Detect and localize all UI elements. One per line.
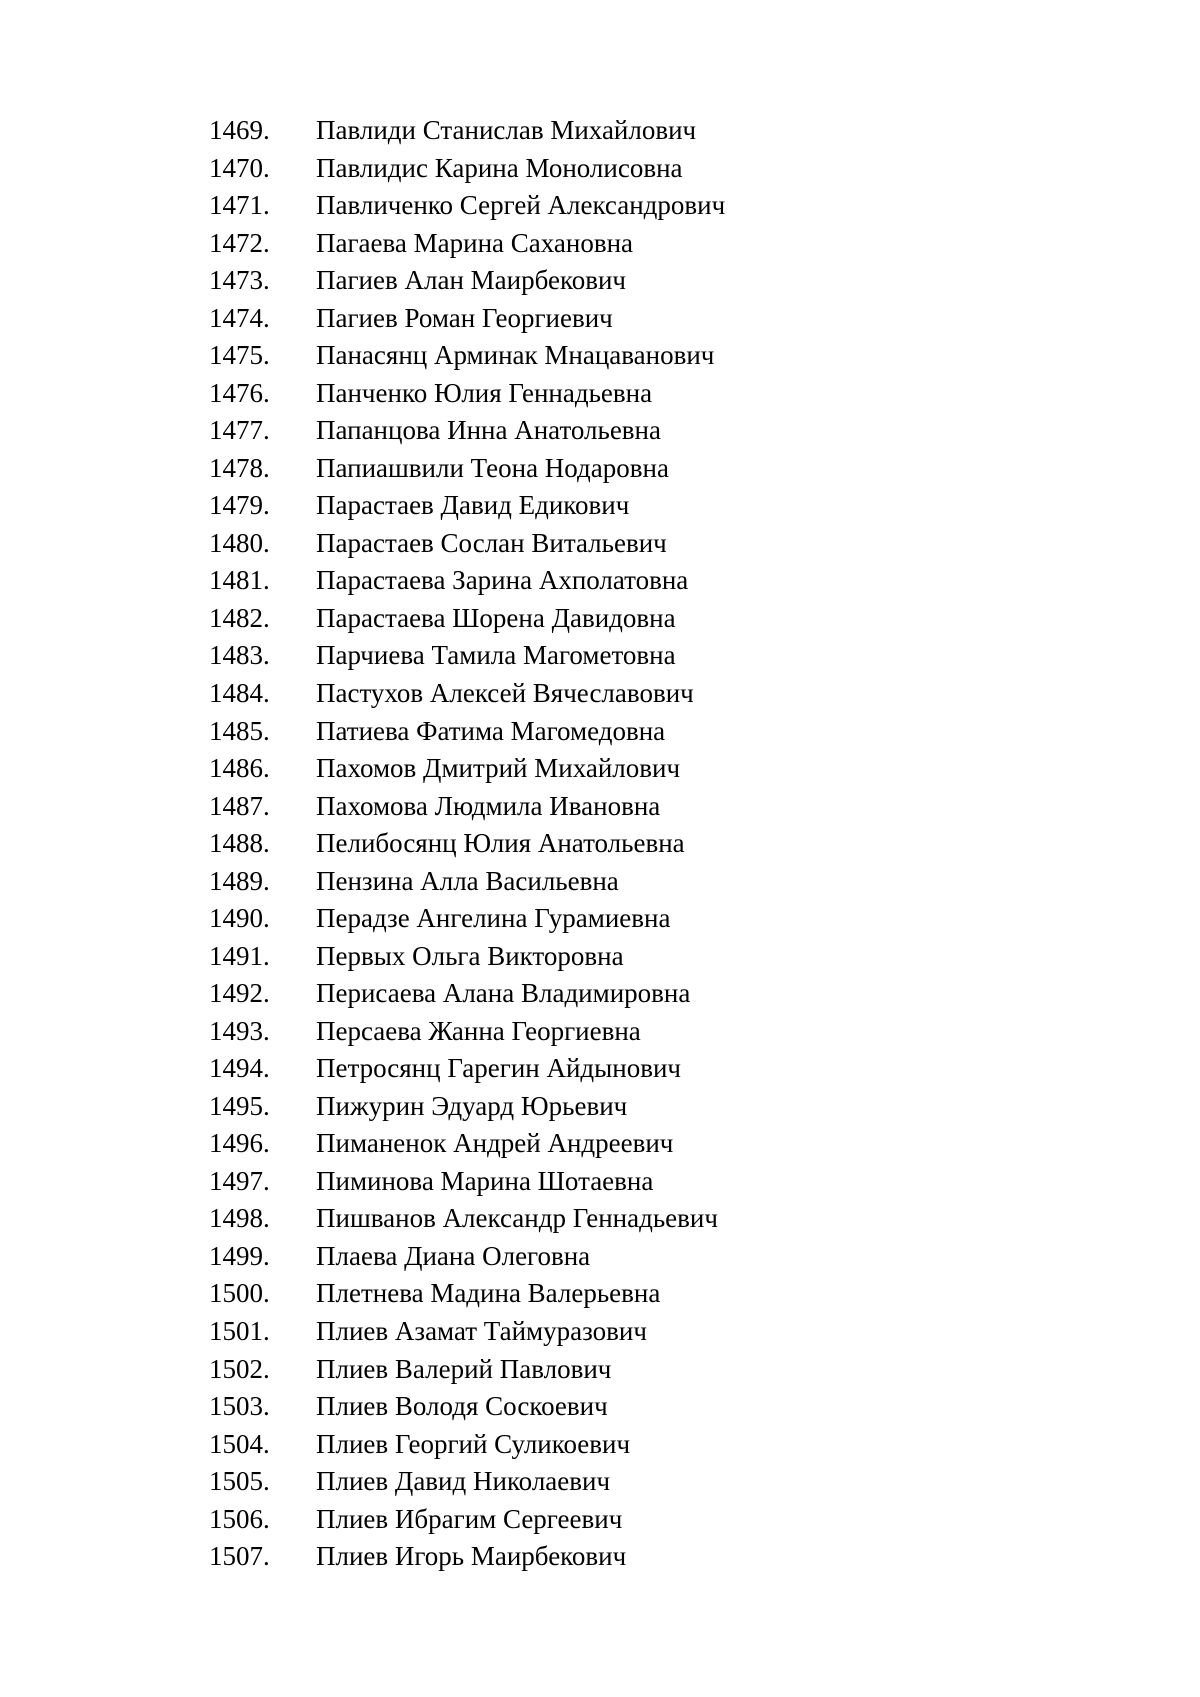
entry-name: Папанцова Инна Анатольевна: [316, 415, 661, 446]
entry-name: Парастаев Сослан Витальевич: [316, 527, 667, 558]
entry-name: Плиев Игорь Маирбекович: [316, 1541, 627, 1572]
entry-name: Пензина Алла Васильевна: [316, 865, 619, 896]
entry-number: 1492.: [209, 978, 270, 1009]
entry-name: Петросянц Гарегин Айдынович: [316, 1053, 682, 1084]
list-item: [0, 863, 1200, 901]
entry-name: Патиева Фатима Магомедовна: [316, 715, 666, 746]
entry-number: 1494.: [209, 1053, 270, 1084]
list-item: [0, 600, 1200, 638]
entry-number: 1491.: [209, 940, 270, 971]
entry-number: 1489.: [209, 865, 270, 896]
entry-name: Плиев Володя Соскоевич: [316, 1391, 608, 1422]
entry-number: 1499.: [209, 1240, 270, 1271]
entry-name: Плиев Валерий Павлович: [316, 1353, 612, 1384]
entry-number: 1481.: [209, 565, 270, 596]
list-item: [0, 262, 1200, 300]
list-item: [0, 1163, 1200, 1201]
entry-number: 1485.: [209, 715, 270, 746]
entry-number: 1477.: [209, 415, 270, 446]
entry-name: Пагиев Алан Маирбекович: [316, 265, 626, 296]
list-item: [0, 1275, 1200, 1313]
entry-number: 1496.: [209, 1128, 270, 1159]
list-item: [0, 637, 1200, 675]
entry-name: Пижурин Эдуард Юрьевич: [316, 1090, 628, 1121]
entry-name: Павличенко Сергей Александрович: [316, 190, 726, 221]
list-item: [0, 375, 1200, 413]
entry-name: Павлидис Карина Монолисовна: [316, 152, 683, 183]
entry-number: 1487.: [209, 790, 270, 821]
entry-name: Плетнева Мадина Валерьевна: [316, 1278, 661, 1309]
list-item: [0, 900, 1200, 938]
entry-name: Павлиди Станислав Михайлович: [316, 115, 697, 145]
entry-name: Парастаева Зарина Ахполатовна: [316, 565, 689, 596]
list-item: [0, 1200, 1200, 1238]
entry-number: 1486.: [209, 753, 270, 784]
entry-number: 1479.: [209, 490, 270, 521]
list-item: [0, 150, 1200, 188]
list-item: [0, 825, 1200, 863]
entry-name: Пастухов Алексей Вячеславович: [316, 677, 694, 708]
entry-number: 1469.: [209, 115, 270, 145]
entry-number: 1474.: [209, 302, 270, 333]
entry-name: Парастаев Давид Едикович: [316, 490, 630, 521]
list-item: [0, 750, 1200, 788]
entry-number: 1500.: [209, 1278, 270, 1309]
entry-number: 1498.: [209, 1203, 270, 1234]
entry-number: 1473.: [209, 265, 270, 296]
entry-number: 1488.: [209, 828, 270, 859]
entry-name: Плиев Давид Николаевич: [316, 1466, 611, 1497]
entry-name: Панасянц Арминак Мнацаванович: [316, 340, 715, 371]
entry-number: 1475.: [209, 340, 270, 371]
entry-name: Перисаева Алана Владимировна: [316, 978, 691, 1009]
entry-name: Плиев Азамат Таймуразович: [316, 1316, 647, 1346]
list-item: [0, 1238, 1200, 1276]
entry-number: 1493.: [209, 1015, 270, 1046]
entry-name: Пиминова Марина Шотаевна: [316, 1165, 654, 1196]
entry-number: 1478.: [209, 452, 270, 483]
list-item: [0, 975, 1200, 1013]
list-item: [0, 675, 1200, 713]
entry-name: Первых Ольга Викторовна: [316, 940, 624, 971]
entry-name: Пагаева Марина Сахановна: [316, 227, 634, 258]
entry-number: 1503.: [209, 1391, 270, 1422]
entry-name: Парастаева Шорена Давидовна: [316, 602, 676, 633]
list-item: [0, 1501, 1200, 1539]
entry-number: 1472.: [209, 227, 270, 258]
entry-number: 1506.: [209, 1503, 270, 1534]
entry-number: 1504.: [209, 1428, 270, 1459]
entry-name: Плаева Диана Олеговна: [316, 1240, 591, 1271]
name-list: [0, 112, 1200, 1576]
list-item: [0, 1013, 1200, 1051]
list-item: [0, 187, 1200, 225]
entry-name: Плиев Ибрагим Сергеевич: [316, 1503, 623, 1534]
entry-name: Пахомов Дмитрий Михайлович: [316, 753, 681, 784]
list-item: [0, 1088, 1200, 1126]
list-item: [0, 1351, 1200, 1389]
entry-name: Перадзе Ангелина Гурамиевна: [316, 903, 671, 934]
entry-number: 1490.: [209, 903, 270, 934]
entry-number: 1507.: [209, 1541, 270, 1572]
entry-name: Пишванов Александр Геннадьевич: [316, 1203, 718, 1234]
list-item: [0, 1463, 1200, 1501]
list-item: [0, 525, 1200, 563]
list-item: [0, 450, 1200, 488]
entry-number: 1482.: [209, 602, 270, 633]
entry-number: 1502.: [209, 1353, 270, 1384]
entry-name: Папиашвили Теона Нодаровна: [316, 452, 669, 483]
list-item: [0, 788, 1200, 826]
list-item: [0, 1538, 1200, 1576]
entry-number: 1484.: [209, 677, 270, 708]
list-item: [0, 562, 1200, 600]
list-item: [0, 112, 1200, 150]
entry-number: 1501.: [209, 1316, 270, 1346]
entry-name: Плиев Георгий Суликоевич: [316, 1428, 631, 1459]
entry-number: 1470.: [209, 152, 270, 183]
entry-name: Пелибосянц Юлия Анатольевна: [316, 828, 685, 859]
entry-number: 1497.: [209, 1165, 270, 1196]
entry-number: 1505.: [209, 1466, 270, 1497]
list-item: [0, 412, 1200, 450]
entry-name: Пагиев Роман Георгиевич: [316, 302, 613, 333]
entry-name: Пахомова Людмила Ивановна: [316, 790, 661, 821]
entry-name: Панченко Юлия Геннадьевна: [316, 377, 653, 408]
entry-number: 1495.: [209, 1090, 270, 1121]
list-item: [0, 1313, 1200, 1351]
list-item: [0, 487, 1200, 525]
list-item: [0, 337, 1200, 375]
entry-number: 1480.: [209, 527, 270, 558]
entry-number: 1476.: [209, 377, 270, 408]
entry-name: Пиманенок Андрей Андреевич: [316, 1128, 674, 1159]
list-item: [0, 1050, 1200, 1088]
list-item: [0, 1125, 1200, 1163]
list-item: [0, 1388, 1200, 1426]
entry-name: Парчиева Тамила Магометовна: [316, 640, 676, 671]
list-item: [0, 300, 1200, 338]
list-item: [0, 713, 1200, 751]
list-item: [0, 1426, 1200, 1464]
list-item: [0, 225, 1200, 263]
list-item: [0, 938, 1200, 976]
entry-number: 1471.: [209, 190, 270, 221]
entry-name: Персаева Жанна Георгиевна: [316, 1015, 641, 1046]
entry-number: 1483.: [209, 640, 270, 671]
